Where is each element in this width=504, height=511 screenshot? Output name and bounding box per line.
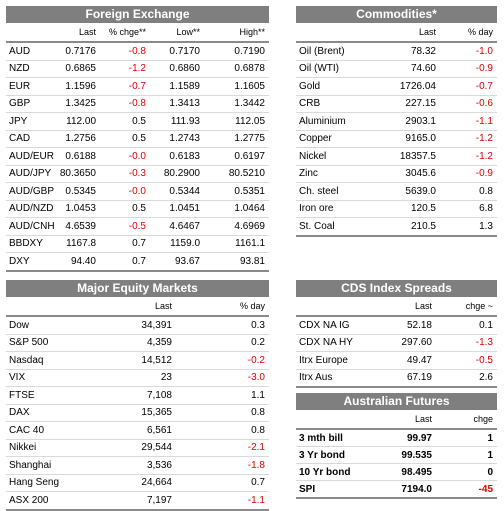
- fx-cell-low: 111.93: [150, 113, 204, 131]
- fx-cell-high: 1.3442: [204, 95, 269, 113]
- equity-cell-name: DAX: [6, 404, 96, 422]
- fx-cell-chg: -0.3: [100, 165, 150, 183]
- equity-cell-chg: 0.8: [176, 422, 269, 440]
- equity-row: [6, 474, 269, 492]
- fx-cell-high: 1.2775: [204, 130, 269, 148]
- cds-row: [296, 316, 497, 334]
- commodities-cell-last: 227.15: [376, 95, 440, 113]
- fx-cell-low: 1.0451: [150, 200, 204, 218]
- commodities-cell-last: 9165.0: [376, 130, 440, 148]
- fx-cell-chg: -0.0: [100, 183, 150, 201]
- fx-cell-name: DXY: [6, 253, 58, 271]
- equity-cell-name: S&P 500: [6, 334, 96, 352]
- futures-cell-last: 98.495: [376, 464, 436, 481]
- fx-cell-chg: -0.8: [100, 95, 150, 113]
- fx-row: [6, 60, 269, 78]
- commodities-cell-last: 120.5: [376, 200, 440, 218]
- fx-cell-last: 94.40: [58, 253, 100, 271]
- commodities-cell-name: Nickel: [296, 148, 376, 166]
- commodities-cell-last: 3045.6: [376, 165, 440, 183]
- equity-col-last: Last: [154, 301, 172, 311]
- futures-row: [296, 447, 497, 464]
- commodities-row: [296, 60, 497, 78]
- fx-cell-last: 80.3650: [58, 165, 100, 183]
- fx-cell-name: AUD/NZD: [6, 200, 58, 218]
- commodities-cell-chg: 0.8: [440, 183, 497, 201]
- commodities-row: [296, 218, 497, 236]
- cds-row: [296, 369, 497, 387]
- equity-cell-name: Nikkei: [6, 439, 96, 457]
- fx-cell-chg: -0.0: [100, 148, 150, 166]
- fx-cell-high: 1.1605: [204, 78, 269, 96]
- fx-cell-high: 1161.1: [204, 235, 269, 253]
- cds-cell-name: CDX NA HY: [296, 334, 376, 352]
- commodities-cell-chg: -0.6: [440, 95, 497, 113]
- fx-row: [6, 113, 269, 131]
- equity-cell-last: 7,197: [96, 492, 176, 510]
- futures-cell-last: 99.535: [376, 447, 436, 464]
- commodities-col-last: Last: [418, 27, 436, 37]
- equity-cell-chg: -3.0: [176, 369, 269, 387]
- commodities-col-chg: % day: [467, 27, 493, 37]
- cds-rows: [296, 316, 497, 387]
- equity-row: [6, 352, 269, 370]
- fx-cell-low: 93.67: [150, 253, 204, 271]
- fx-cell-high: 1.0464: [204, 200, 269, 218]
- fx-cell-high: 112.05: [204, 113, 269, 131]
- commodities-cell-last: 18357.5: [376, 148, 440, 166]
- fx-cell-last: 0.5345: [58, 183, 100, 201]
- fx-cell-low: 0.6183: [150, 148, 204, 166]
- cds-title: CDS Index Spreads: [296, 280, 497, 297]
- cds-cell-last: 297.60: [376, 334, 436, 352]
- commodities-row: [296, 42, 497, 60]
- equity-row: [6, 387, 269, 405]
- futures-cell-last: 7194.0: [376, 481, 436, 499]
- fx-cell-last: 1167.8: [58, 235, 100, 253]
- commodities-cell-name: St. Coal: [296, 218, 376, 236]
- commodities-title: Commodities*: [296, 6, 497, 23]
- commodities-rows: [296, 42, 497, 236]
- equity-cell-last: 7,108: [96, 387, 176, 405]
- commodities-table: [296, 23, 497, 237]
- fx-cell-low: 80.2900: [150, 165, 204, 183]
- fx-cell-name: CAD: [6, 130, 58, 148]
- fx-cell-low: 1.2743: [150, 130, 204, 148]
- fx-cell-last: 0.6188: [58, 148, 100, 166]
- commodities-cell-last: 5639.0: [376, 183, 440, 201]
- equity-panel: [6, 280, 269, 511]
- fx-cell-name: AUD/GBP: [6, 183, 58, 201]
- fx-cell-last: 0.6865: [58, 60, 100, 78]
- fx-cell-chg: -1.2: [100, 60, 150, 78]
- fx-col-high: High**: [239, 27, 265, 37]
- futures-cell-last: 99.97: [376, 429, 436, 447]
- futures-row: [296, 464, 497, 481]
- commodities-cell-name: Iron ore: [296, 200, 376, 218]
- equity-row: [6, 404, 269, 422]
- commodities-cell-chg: -0.9: [440, 165, 497, 183]
- fx-cell-high: 0.6197: [204, 148, 269, 166]
- futures-cell-chg: 1: [436, 447, 497, 464]
- futures-cell-chg: -45: [436, 481, 497, 499]
- fx-cell-chg: 0.5: [100, 200, 150, 218]
- cds-panel: [296, 280, 497, 400]
- fx-cell-last: 1.3425: [58, 95, 100, 113]
- fx-row: [6, 130, 269, 148]
- cds-row: [296, 352, 497, 370]
- futures-table: [296, 410, 497, 499]
- equity-cell-last: 34,391: [96, 316, 176, 334]
- futures-col-chg: chge: [473, 414, 493, 424]
- fx-table: [6, 23, 269, 272]
- equity-cell-name: VIX: [6, 369, 96, 387]
- equity-row: [6, 439, 269, 457]
- fx-cell-chg: 0.5: [100, 130, 150, 148]
- commodities-row: [296, 165, 497, 183]
- fx-row: [6, 218, 269, 236]
- equity-cell-last: 24,664: [96, 474, 176, 492]
- equity-cell-chg: 0.2: [176, 334, 269, 352]
- cds-cell-last: 52.18: [376, 316, 436, 334]
- equity-cell-chg: -0.2: [176, 352, 269, 370]
- commodities-cell-chg: -1.2: [440, 148, 497, 166]
- fx-cell-name: EUR: [6, 78, 58, 96]
- futures-cell-name: 3 mth bill: [296, 429, 376, 447]
- equity-cell-chg: -2.1: [176, 439, 269, 457]
- fx-row: [6, 148, 269, 166]
- fx-row: [6, 78, 269, 96]
- fx-cell-high: 0.7190: [204, 42, 269, 60]
- fx-row: [6, 95, 269, 113]
- equity-row: [6, 369, 269, 387]
- commodities-cell-chg: -1.0: [440, 42, 497, 60]
- cds-table: [296, 297, 497, 388]
- fx-cell-chg: -0.8: [100, 42, 150, 60]
- equity-cell-chg: 0.8: [176, 404, 269, 422]
- fx-cell-name: NZD: [6, 60, 58, 78]
- commodities-row: [296, 130, 497, 148]
- commodities-cell-chg: -0.7: [440, 78, 497, 96]
- commodities-cell-name: Ch. steel: [296, 183, 376, 201]
- fx-rows: [6, 42, 269, 271]
- fx-cell-last: 1.1596: [58, 78, 100, 96]
- equity-cell-last: 6,561: [96, 422, 176, 440]
- equity-cell-name: CAC 40: [6, 422, 96, 440]
- fx-cell-chg: 0.5: [100, 113, 150, 131]
- cds-cell-chg: -1.3: [436, 334, 497, 352]
- cds-cell-last: 67.19: [376, 369, 436, 387]
- fx-cell-high: 0.6878: [204, 60, 269, 78]
- fx-cell-high: 80.5210: [204, 165, 269, 183]
- equity-cell-name: Hang Seng: [6, 474, 96, 492]
- equity-table: [6, 297, 269, 511]
- futures-cell-chg: 0: [436, 464, 497, 481]
- cds-cell-chg: -0.5: [436, 352, 497, 370]
- cds-cell-chg: 0.1: [436, 316, 497, 334]
- fx-row: [6, 165, 269, 183]
- futures-panel: [296, 393, 497, 499]
- cds-cell-name: CDX NA IG: [296, 316, 376, 334]
- equity-cell-chg: -1.1: [176, 492, 269, 510]
- futures-rows: [296, 429, 497, 498]
- equity-row: [6, 334, 269, 352]
- fx-cell-name: GBP: [6, 95, 58, 113]
- commodities-cell-name: Oil (WTI): [296, 60, 376, 78]
- fx-panel: [6, 6, 269, 272]
- commodities-cell-name: Aluminium: [296, 113, 376, 131]
- cds-cell-name: Itrx Europe: [296, 352, 376, 370]
- fx-row: [6, 253, 269, 271]
- equity-cell-last: 23: [96, 369, 176, 387]
- fx-cell-high: 4.6969: [204, 218, 269, 236]
- commodities-cell-name: Gold: [296, 78, 376, 96]
- commodities-cell-chg: -1.2: [440, 130, 497, 148]
- fx-cell-low: 4.6467: [150, 218, 204, 236]
- fx-cell-chg: -0.7: [100, 78, 150, 96]
- equity-cell-name: ASX 200: [6, 492, 96, 510]
- cds-cell-name: Itrx Aus: [296, 369, 376, 387]
- commodities-cell-name: Oil (Brent): [296, 42, 376, 60]
- fx-cell-name: JPY: [6, 113, 58, 131]
- equity-row: [6, 316, 269, 334]
- equity-col-chg: % day: [239, 301, 265, 311]
- fx-cell-low: 0.7170: [150, 42, 204, 60]
- equity-cell-chg: 0.7: [176, 474, 269, 492]
- cds-cell-chg: 2.6: [436, 369, 497, 387]
- fx-cell-chg: 0.7: [100, 253, 150, 271]
- commodities-cell-name: Zinc: [296, 165, 376, 183]
- equity-cell-chg: 1.1: [176, 387, 269, 405]
- fx-cell-low: 0.5344: [150, 183, 204, 201]
- equity-cell-name: FTSE: [6, 387, 96, 405]
- futures-cell-name: SPI: [296, 481, 376, 499]
- commodities-cell-last: 2903.1: [376, 113, 440, 131]
- equity-cell-last: 14,512: [96, 352, 176, 370]
- futures-row: [296, 481, 497, 499]
- commodities-cell-chg: 1.3: [440, 218, 497, 236]
- cds-cell-last: 49.47: [376, 352, 436, 370]
- equity-cell-name: Shanghai: [6, 457, 96, 475]
- commodities-row: [296, 148, 497, 166]
- fx-cell-name: BBDXY: [6, 235, 58, 253]
- commodities-cell-last: 78.32: [376, 42, 440, 60]
- equity-cell-last: 29,544: [96, 439, 176, 457]
- commodities-cell-last: 74.60: [376, 60, 440, 78]
- commodities-cell-chg: 6.8: [440, 200, 497, 218]
- commodities-row: [296, 200, 497, 218]
- commodities-cell-last: 210.5: [376, 218, 440, 236]
- fx-row: [6, 42, 269, 60]
- fx-cell-low: 1.3413: [150, 95, 204, 113]
- futures-cell-chg: 1: [436, 429, 497, 447]
- commodities-cell-last: 1726.04: [376, 78, 440, 96]
- fx-cell-low: 1159.0: [150, 235, 204, 253]
- fx-col-last: Last: [78, 27, 96, 37]
- fx-cell-chg: 0.7: [100, 235, 150, 253]
- equity-title: Major Equity Markets: [6, 280, 269, 297]
- equity-cell-chg: -1.8: [176, 457, 269, 475]
- equity-cell-last: 4,359: [96, 334, 176, 352]
- cds-col-last: Last: [414, 301, 432, 311]
- fx-cell-high: 0.5351: [204, 183, 269, 201]
- fx-title: Foreign Exchange: [6, 6, 269, 23]
- fx-cell-low: 1.1589: [150, 78, 204, 96]
- commodities-row: [296, 95, 497, 113]
- equity-row: [6, 492, 269, 510]
- futures-row: [296, 429, 497, 447]
- commodities-row: [296, 113, 497, 131]
- commodities-cell-chg: -1.1: [440, 113, 497, 131]
- cds-col-chg: chge ~: [465, 301, 493, 311]
- fx-cell-chg: -0.5: [100, 218, 150, 236]
- futures-col-last: Last: [414, 414, 432, 424]
- fx-cell-low: 0.6860: [150, 60, 204, 78]
- cds-row: [296, 334, 497, 352]
- futures-cell-name: 10 Yr bond: [296, 464, 376, 481]
- futures-cell-name: 3 Yr bond: [296, 447, 376, 464]
- equity-cell-last: 3,536: [96, 457, 176, 475]
- equity-cell-last: 15,365: [96, 404, 176, 422]
- fx-row: [6, 183, 269, 201]
- fx-cell-name: AUD/CNH: [6, 218, 58, 236]
- commodities-cell-name: CRB: [296, 95, 376, 113]
- fx-cell-last: 1.0453: [58, 200, 100, 218]
- fx-cell-last: 1.2756: [58, 130, 100, 148]
- equity-rows: [6, 316, 269, 510]
- fx-row: [6, 235, 269, 253]
- equity-row: [6, 422, 269, 440]
- fx-cell-last: 4.6539: [58, 218, 100, 236]
- equity-cell-name: Nasdaq: [6, 352, 96, 370]
- futures-title: Australian Futures: [296, 393, 497, 410]
- fx-col-low: Low**: [176, 27, 200, 37]
- fx-col-chg: % chge**: [108, 27, 146, 37]
- fx-cell-name: AUD/JPY: [6, 165, 58, 183]
- equity-cell-name: Dow: [6, 316, 96, 334]
- commodities-row: [296, 183, 497, 201]
- commodities-row: [296, 78, 497, 96]
- fx-cell-last: 0.7176: [58, 42, 100, 60]
- equity-cell-chg: 0.3: [176, 316, 269, 334]
- fx-cell-last: 112.00: [58, 113, 100, 131]
- fx-cell-high: 93.81: [204, 253, 269, 271]
- commodities-cell-name: Copper: [296, 130, 376, 148]
- commodities-cell-chg: -0.9: [440, 60, 497, 78]
- fx-cell-name: AUD: [6, 42, 58, 60]
- fx-row: [6, 200, 269, 218]
- fx-cell-name: AUD/EUR: [6, 148, 58, 166]
- commodities-panel: [296, 6, 497, 237]
- equity-row: [6, 457, 269, 475]
